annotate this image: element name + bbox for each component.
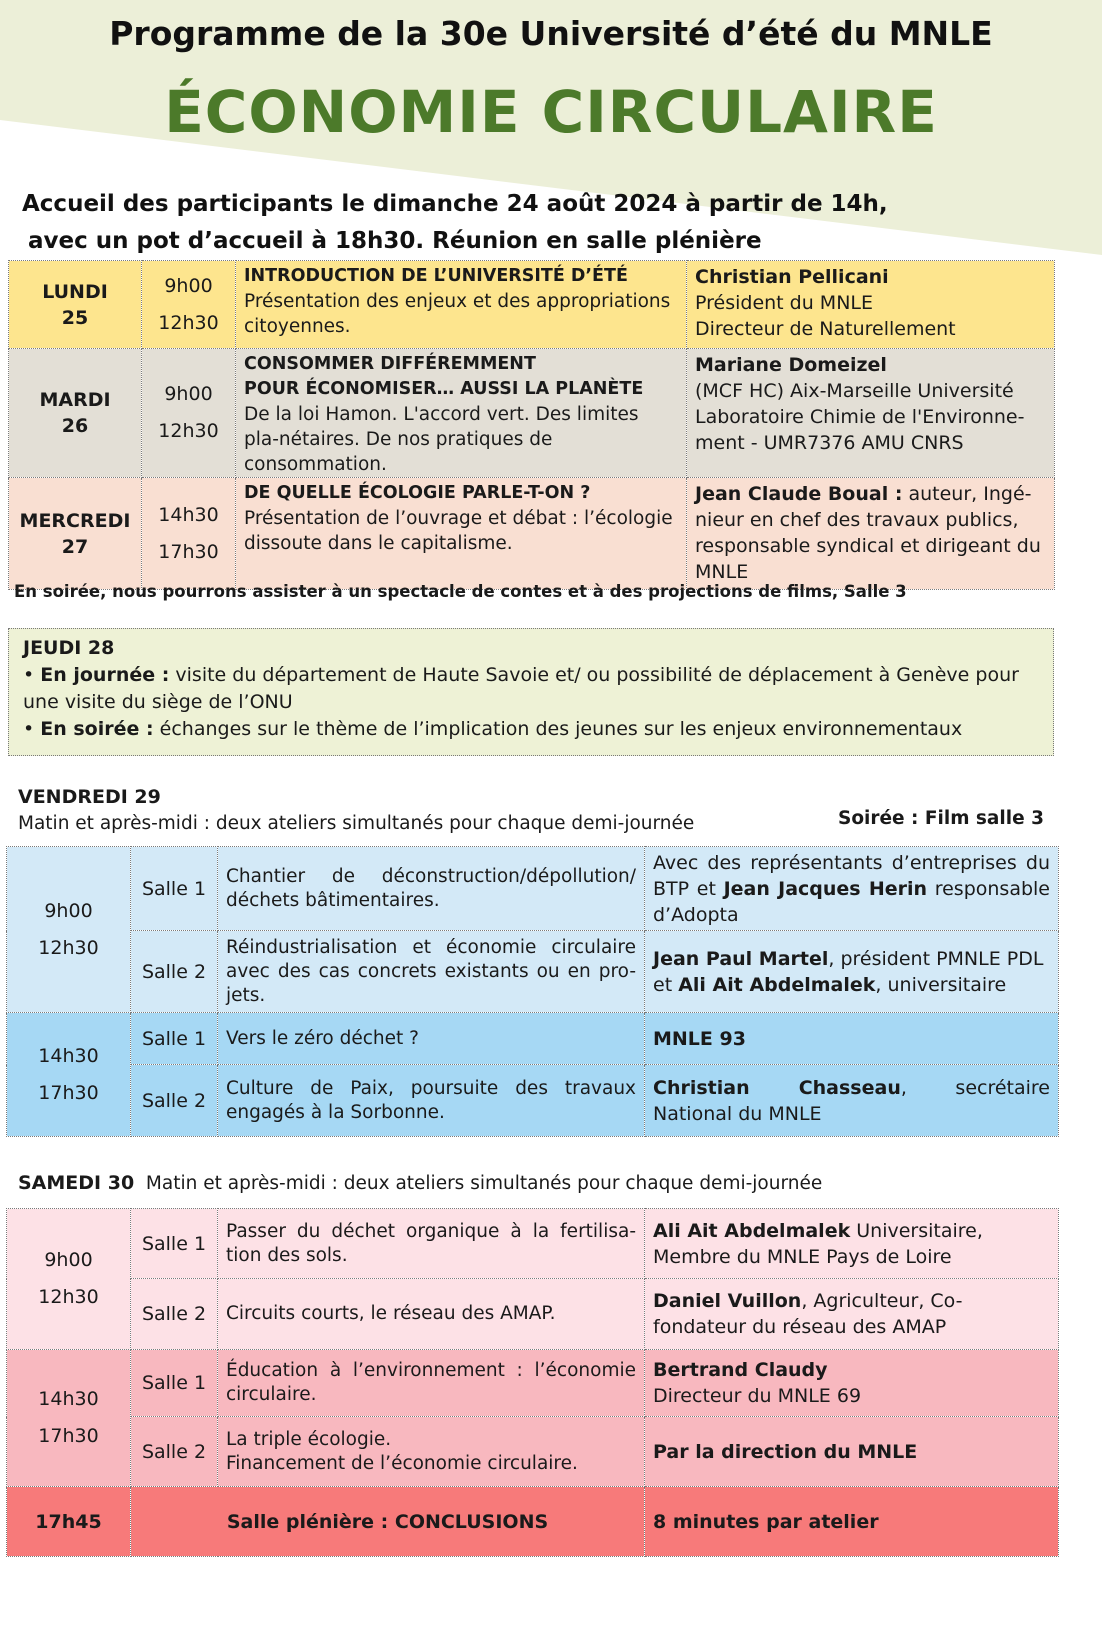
speaker-name: Christian Pellicani [695, 266, 889, 288]
conclusion-row [7, 1487, 1059, 1557]
time-cell: 14h30 17h30 [7, 1013, 131, 1137]
vendredi-row [7, 1065, 1059, 1137]
samedi-title: SAMEDI 30 [18, 1172, 135, 1194]
schedule-row-lundi [9, 261, 1055, 349]
day-cell: LUNDI 25 [9, 261, 142, 349]
workshop-speakers: Christian Chasseau, secrétaire National du MNLE [645, 1065, 1059, 1137]
vendredi-table [6, 846, 1059, 1137]
day-cell: MARDI 26 [9, 349, 142, 478]
workshop-description: La triple écologie. Financement de l’économie circulaire. [218, 1417, 645, 1487]
room-cell: Salle 2 [131, 931, 218, 1013]
room-cell: Salle 2 [131, 1065, 218, 1137]
workshop-speakers: Bertrand Claudy Directeur du MNLE 69 [645, 1350, 1059, 1417]
jeudi-box [8, 628, 1054, 756]
topic-title-2: POUR ÉCONOMISER… AUSSI LA PLANÈTE [244, 379, 644, 399]
samedi-row [7, 1350, 1059, 1417]
time-cell: 9h00 12h30 [142, 261, 236, 349]
samedi-row [7, 1279, 1059, 1350]
conclusion-note: 8 minutes par atelier [645, 1487, 1059, 1557]
evening-note: En soirée, nous pourrons assister à un spectacle de contes et à des projections de films, Salle 3 [14, 582, 907, 601]
speaker-info: Président du MNLE Directeur de Naturellement [695, 292, 956, 340]
speaker-name: Jean Claude Boual : [695, 483, 903, 505]
jeudi-item-evening: • En soirée : échanges sur le thème de l’implication des jeunes sur les enjeux environnementaux [23, 718, 963, 740]
workshop-description: Réindustrialisation et économie circulaire avec des cas concrets existants ou en pro-jets. [218, 931, 645, 1013]
vendredi-title: VENDREDI 29 [18, 786, 161, 808]
vendredi-subtitle: Matin et après-midi : deux ateliers simultanés pour chaque demi-journée [18, 813, 695, 834]
workshop-description: Passer du déchet organique à la fertilisa-tion des sols. [218, 1209, 645, 1279]
schedule-row-mercredi [9, 478, 1055, 590]
samedi-heading [18, 1172, 822, 1194]
speaker-cell [687, 478, 1055, 590]
time-cell: 9h00 12h30 [142, 349, 236, 478]
workshop-speakers: Jean Paul Martel, président PMNLE PDL et Ali Ait Abdelmalek, universitaire [645, 931, 1059, 1013]
schedule-row-mardi [9, 349, 1055, 478]
conclusion-label: Salle plénière : CONCLUSIONS [131, 1487, 645, 1557]
speaker-info: auteur, Ingé-nieur en chef des travaux publics, responsable syndical et dirigeant du MNLE [695, 483, 1041, 583]
time-cell: 9h00 12h30 [7, 847, 131, 1013]
welcome-line-2: avec un pot d’accueil à 18h30. Réunion en salle plénière [28, 228, 762, 254]
room-cell: Salle 1 [131, 847, 218, 931]
workshop-description: Circuits courts, le réseau des AMAP. [218, 1279, 645, 1350]
jeudi-title: JEUDI 28 [23, 637, 115, 659]
vendredi-row [7, 1013, 1059, 1065]
speaker-cell [687, 349, 1055, 478]
workshop-description: Vers le zéro déchet ? [218, 1013, 645, 1065]
speaker-info: (MCF HC) Aix-Marseille Université Laboratoire Chimie de l'Environne-ment - UMR7376 AMU CNRS [695, 380, 1025, 454]
time-cell: 9h00 12h30 [7, 1209, 131, 1350]
vendredi-film-note: Soirée : Film salle 3 [838, 808, 1044, 829]
room-cell: Salle 2 [131, 1417, 218, 1487]
speaker-name: Mariane Domeizel [695, 354, 887, 376]
vendredi-row [7, 931, 1059, 1013]
workshop-speakers: Ali Ait Abdelmalek Universitaire, Membre du MNLE Pays de Loire [645, 1209, 1059, 1279]
jeudi-item-day: • En journée : visite du département de Haute Savoie et/ ou possibilité de déplacement à Genève pour une visite du siège de l’ONU [23, 664, 1019, 713]
welcome-line-1: Accueil des participants le dimanche 24 août 2024 à partir de 14h, [22, 191, 888, 217]
workshop-description: Culture de Paix, poursuite des travaux engagés à la Sorbonne. [218, 1065, 645, 1137]
topic-description: De la loi Hamon. L'accord vert. Des limites pla-nétaires. De nos pratiques de consommation. [244, 404, 639, 475]
topic-title: DE QUELLE ÉCOLOGIE PARLE-T-ON ? [244, 483, 591, 503]
samedi-table [6, 1208, 1059, 1557]
room-cell: Salle 1 [131, 1209, 218, 1279]
topic-title: INTRODUCTION DE L’UNIVERSITÉ D’ÉTÉ [244, 266, 628, 286]
samedi-subtitle: Matin et après-midi : deux ateliers simultanés pour chaque demi-journée [134, 1173, 823, 1194]
samedi-row [7, 1209, 1059, 1279]
workshop-speakers: Avec des représentants d’entreprises du BTP et Jean Jacques Herin responsable d’Adopta [645, 847, 1059, 931]
workshop-speakers: Daniel Vuillon, Agriculteur, Co-fondateur du réseau des AMAP [645, 1279, 1059, 1350]
time-cell: 14h30 17h30 [7, 1350, 131, 1487]
samedi-row [7, 1417, 1059, 1487]
topic-title: CONSOMMER DIFFÉREMMENT [244, 354, 536, 374]
topic-cell [236, 261, 687, 349]
time-cell: 14h30 17h30 [142, 478, 236, 590]
topic-cell [236, 349, 687, 478]
topic-description: Présentation de l’ouvrage et débat : l’écologie dissoute dans le capitalisme. [244, 508, 673, 554]
topic-description: Présentation des enjeux et des appropriations citoyennes. [244, 291, 671, 337]
workshop-description: Chantier de déconstruction/dépollution/ déchets bâtimentaires. [218, 847, 645, 931]
workshop-speakers: MNLE 93 [645, 1013, 1059, 1065]
theme-title: ÉCONOMIE CIRCULAIRE [164, 78, 938, 146]
page-title: Programme de la 30e Université d’été du MNLE [109, 14, 993, 53]
speaker-cell [687, 261, 1055, 349]
room-cell: Salle 1 [131, 1013, 218, 1065]
topic-cell [236, 478, 687, 590]
days-schedule-table [8, 260, 1055, 590]
day-cell: MERCREDI 27 [9, 478, 142, 590]
workshop-speakers: Par la direction du MNLE [645, 1417, 1059, 1487]
room-cell: Salle 2 [131, 1279, 218, 1350]
workshop-description: Éducation à l’environnement : l’économie circulaire. [218, 1350, 645, 1417]
room-cell: Salle 1 [131, 1350, 218, 1417]
conclusion-time: 17h45 [7, 1487, 131, 1557]
vendredi-row [7, 847, 1059, 931]
